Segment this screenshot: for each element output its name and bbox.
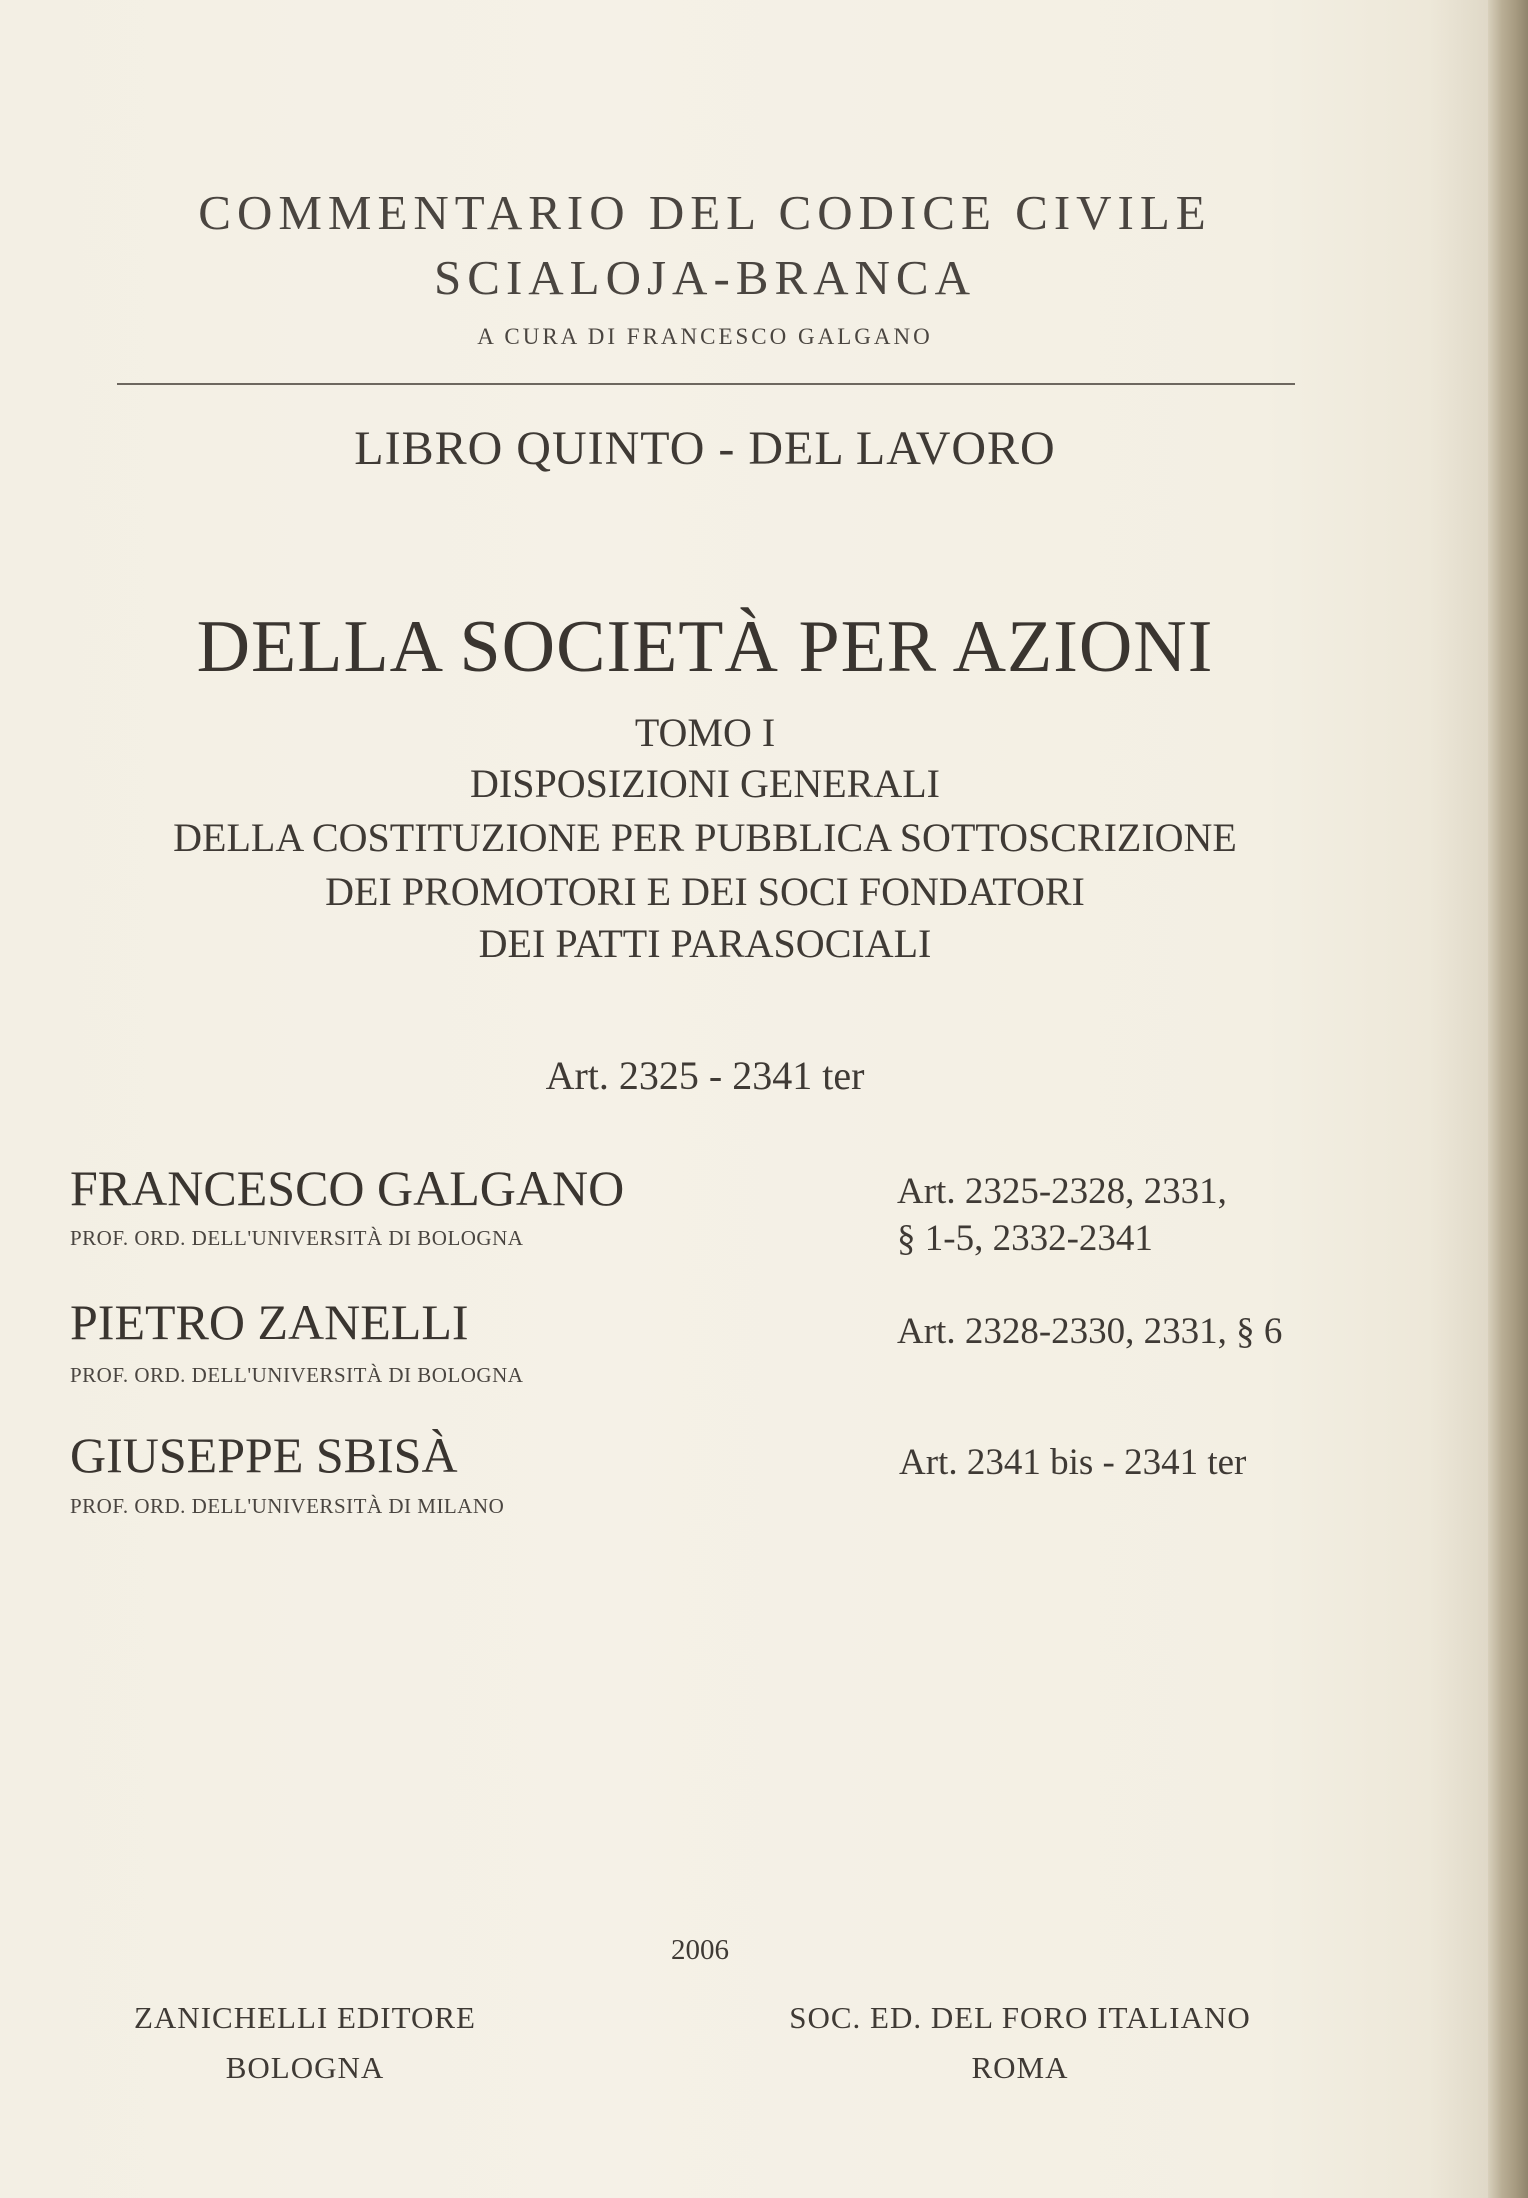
author-articles: Art. 2325-2328, 2331, <box>897 1171 1227 1212</box>
main-title: DELLA SOCIETÀ PER AZIONI <box>196 606 1214 688</box>
publisher-right-city: ROMA <box>971 2050 1069 2085</box>
volume-label: TOMO I <box>634 710 776 755</box>
author-articles: Art. 2328-2330, 2331, § 6 <box>897 1311 1283 1352</box>
curator-line: A CURA DI FRANCESCO GALGANO <box>477 324 933 349</box>
publisher-right-name: SOC. ED. DEL FORO ITALIANO <box>789 2000 1251 2035</box>
page-edge <box>1488 0 1528 2198</box>
publisher-left-name: ZANICHELLI EDITORE <box>133 2000 476 2035</box>
author-articles-continued: § 1-5, 2332-2341 <box>897 1218 1153 1259</box>
page-shadow <box>1430 0 1488 2198</box>
publication-year: 2006 <box>671 1934 729 1966</box>
header-divider <box>117 383 1295 385</box>
author-affiliation: PROF. ORD. DELL'UNIVERSITÀ DI BOLOGNA <box>70 1363 524 1387</box>
author-name: PIETRO ZANELLI <box>70 1294 469 1350</box>
subtitle-line: DISPOSIZIONI GENERALI <box>470 761 940 806</box>
book-heading: LIBRO QUINTO - DEL LAVORO <box>354 422 1056 475</box>
author-name: FRANCESCO GALGANO <box>70 1160 625 1216</box>
publisher-left-city: BOLOGNA <box>225 2050 385 2085</box>
article-range: Art. 2325 - 2341 ter <box>545 1053 865 1098</box>
subtitle-line: DEI PATTI PARASOCIALI <box>478 921 932 966</box>
author-affiliation: PROF. ORD. DELL'UNIVERSITÀ DI MILANO <box>70 1494 505 1518</box>
author-affiliation: PROF. ORD. DELL'UNIVERSITÀ DI BOLOGNA <box>70 1226 524 1250</box>
author-name: GIUSEPPE SBISÀ <box>70 1427 458 1483</box>
subtitle-line: DEI PROMOTORI E DEI SOCI FONDATORI <box>325 869 1085 914</box>
series-title: COMMENTARIO DEL CODICE CIVILE <box>198 185 1212 240</box>
subtitle-line: DELLA COSTITUZIONE PER PUBBLICA SOTTOSCRIZIONE <box>173 815 1237 860</box>
series-subtitle: SCIALOJA-BRANCA <box>434 250 976 305</box>
author-articles: Art. 2341 bis - 2341 ter <box>899 1442 1247 1483</box>
